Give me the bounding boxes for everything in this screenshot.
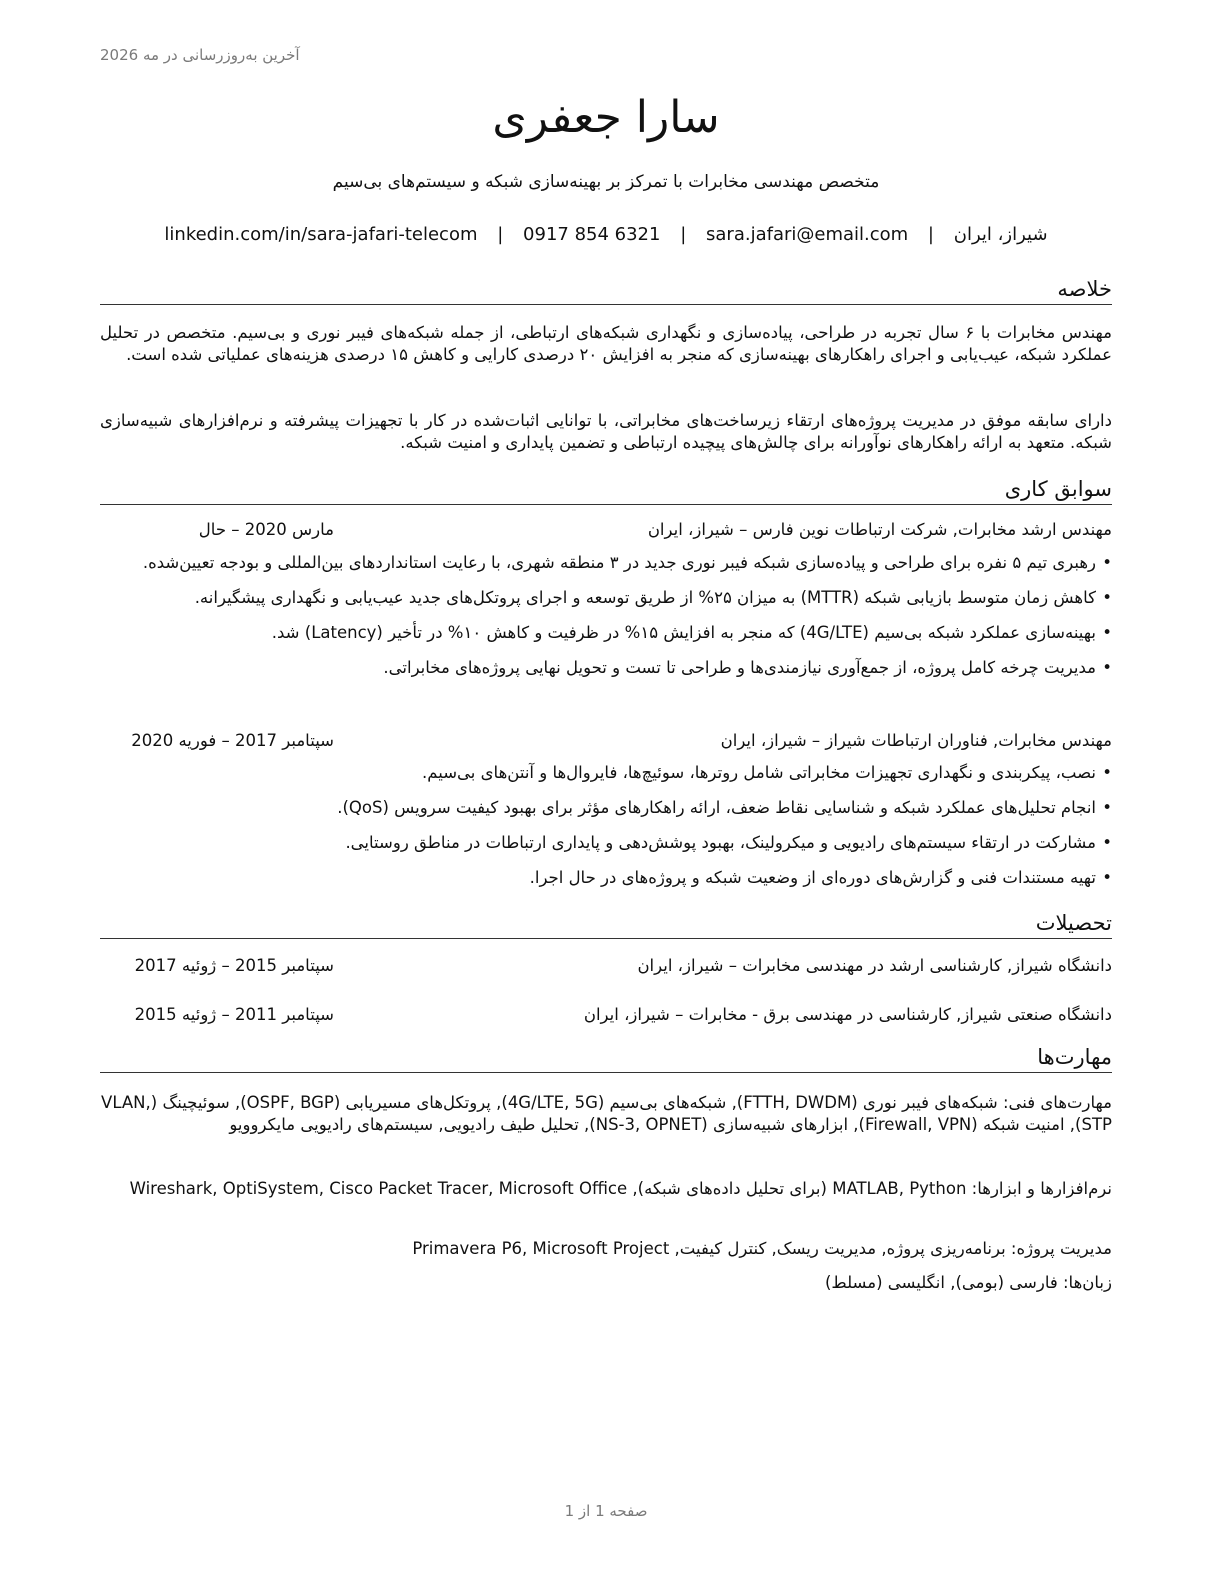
job-date: سپتامبر 2017 – فوریه 2020 (131, 731, 334, 750)
list-item: • انجام تحلیل‌های عملکرد شبکه و شناسایی نقاط ضعف، ارائه راهکارهای مؤثر برای بهبود کیفیت سرویس (QoS). (100, 797, 1112, 819)
candidate-name: سارا جعفری (492, 92, 720, 143)
job-bullets (100, 552, 1112, 692)
list-item: • رهبری تیم ۵ نفره برای طراحی و پیاده‌سازی شبکه فیبر نوری جدید در ۳ منطقه شهری، با رعایت استانداردهای بین‌المللی و بودجه تعیین‌شده. (100, 552, 1112, 574)
education-item (100, 1005, 1112, 1027)
job-date: مارس 2020 – حال (198, 520, 334, 539)
job-bullets (100, 762, 1112, 902)
separator: | (497, 224, 504, 245)
separator: | (680, 224, 687, 245)
last-updated: آخرین به‌روزرسانی در مه 2026 (100, 46, 300, 64)
section-title-education: تحصیلات (100, 910, 1112, 939)
contact-line (100, 224, 1112, 245)
linkedin-link[interactable]: linkedin.com/in/sara-jafari-telecom (164, 224, 478, 245)
job-title: مهندس مخابرات, فناوران ارتباطات شیراز – شیراز، ایران (720, 731, 1112, 750)
tagline: متخصص مهندسی مخابرات با تمرکز بر بهینه‌سازی شبکه و سیستم‌های بی‌سیم (332, 172, 880, 192)
resume-page (100, 0, 1112, 1584)
separator: | (927, 224, 934, 245)
section-title-skills: مهارت‌ها (100, 1044, 1112, 1073)
list-item: • تهیه مستندات فنی و گزارش‌های دوره‌ای از وضعیت شبکه و پروژه‌های در حال اجرا. (100, 867, 1112, 889)
job-header (100, 520, 1112, 542)
education-item (100, 956, 1112, 978)
list-item: • نصب، پیکربندی و نگهداری تجهیزات مخابراتی شامل روترها، سوئیچ‌ها، فایروال‌ها و آنتن‌های بی‌سیم. (100, 762, 1112, 784)
page-number: صفحه 1 از 1 (564, 1502, 648, 1520)
education-date: سپتامبر 2011 – ژوئیه 2015 (134, 1005, 334, 1024)
job-title: مهندس ارشد مخابرات, شرکت ارتباطات نوین فارس – شیراز، ایران (647, 520, 1112, 539)
skill-line: نرم‌افزارها و ابزارها: MATLAB, Python (برای تحلیل داده‌های شبکه), Wireshark, OptiSystem, Cisco Packet Tracer, Microsoft Office (129, 1179, 1112, 1198)
list-item: • مشارکت در ارتقاء سیستم‌های رادیویی و میکرولینک، بهبود پوشش‌دهی و پایداری ارتباطات در مناطق روستایی. (100, 832, 1112, 854)
skill-line: زبان‌ها: فارسی (بومی), انگلیسی (مسلط) (824, 1273, 1112, 1292)
phone-number: 0917 854 6321 (523, 224, 661, 245)
list-item: • مدیریت چرخه کامل پروژه، از جمع‌آوری نیازمندی‌ها و طراحی تا تست و تحویل نهایی پروژه‌های مخابراتی. (100, 657, 1112, 679)
section-title-summary: خلاصه (100, 276, 1112, 305)
location: شیراز، ایران (953, 224, 1048, 245)
job-header (100, 731, 1112, 753)
list-item: • کاهش زمان متوسط بازیابی شبکه (MTTR) به میزان ۲۵% از طریق توسعه و اجرای پروتکل‌های جدید عیب‌یابی و نگهداری پیشگیرانه. (100, 587, 1112, 609)
summary-paragraph: مهندس مخابرات با ۶ سال تجربه در طراحی، پیاده‌سازی و نگهداری شبکه‌های ارتباطی، از جمله شبکه‌های فیبر نوری و بی‌سیم. متخصص در تحلیل عملکرد شبکه، عیب‌یابی و اجرای راهکارهای بهینه‌سازی که منجر به افزایش ۲۰ درصدی کارایی و کاهش ۱۵ درصدی هزینه‌های عملیاتی شده است. (100, 323, 1112, 364)
skill-line: مدیریت پروژه: برنامه‌ریزی پروژه, مدیریت ریسک, کنترل کیفیت, Primavera P6, Microsoft Project (412, 1239, 1112, 1258)
list-item: • بهینه‌سازی عملکرد شبکه بی‌سیم (4G/LTE) که منجر به افزایش ۱۵% در ظرفیت و کاهش ۱۰% در تأخیر (Latency) شد. (100, 622, 1112, 644)
skill-line: مهارت‌های فنی: شبکه‌های فیبر نوری (FTTH, DWDM), شبکه‌های بی‌سیم (4G/LTE, 5G), پروتکل‌های مسیریابی (OSPF, BGP), سوئیچینگ (VLAN, STP), امنیت شبکه (Firewall, VPN), ابزارهای شبیه‌سازی (NS-3, OPNET), تحلیل طیف رادیویی, سیستم‌های رادیویی مایکروویو (101, 1093, 1112, 1134)
section-title-experience: سوابق کاری (100, 476, 1112, 505)
degree: دانشگاه صنعتی شیراز, کارشناسی در مهندسی برق - مخابرات – شیراز، ایران (583, 1005, 1112, 1024)
summary-paragraph: دارای سابقه موفق در مدیریت پروژه‌های ارتقاء زیرساخت‌های مخابراتی، با توانایی اثبات‌شده در کار با تجهیزات پیشرفته و نرم‌افزارهای شبیه‌سازی شبکه. متعهد به ارائه راهکارهای نوآورانه برای چالش‌های پیچیده ارتباطی و تضمین پایداری و امنیت شبکه. (100, 411, 1112, 452)
degree: دانشگاه شیراز, کارشناسی ارشد در مهندسی مخابرات – شیراز، ایران (637, 956, 1112, 975)
education-date: سپتامبر 2015 – ژوئیه 2017 (134, 956, 334, 975)
email-link[interactable]: sara.jafari@email.com (706, 224, 909, 245)
